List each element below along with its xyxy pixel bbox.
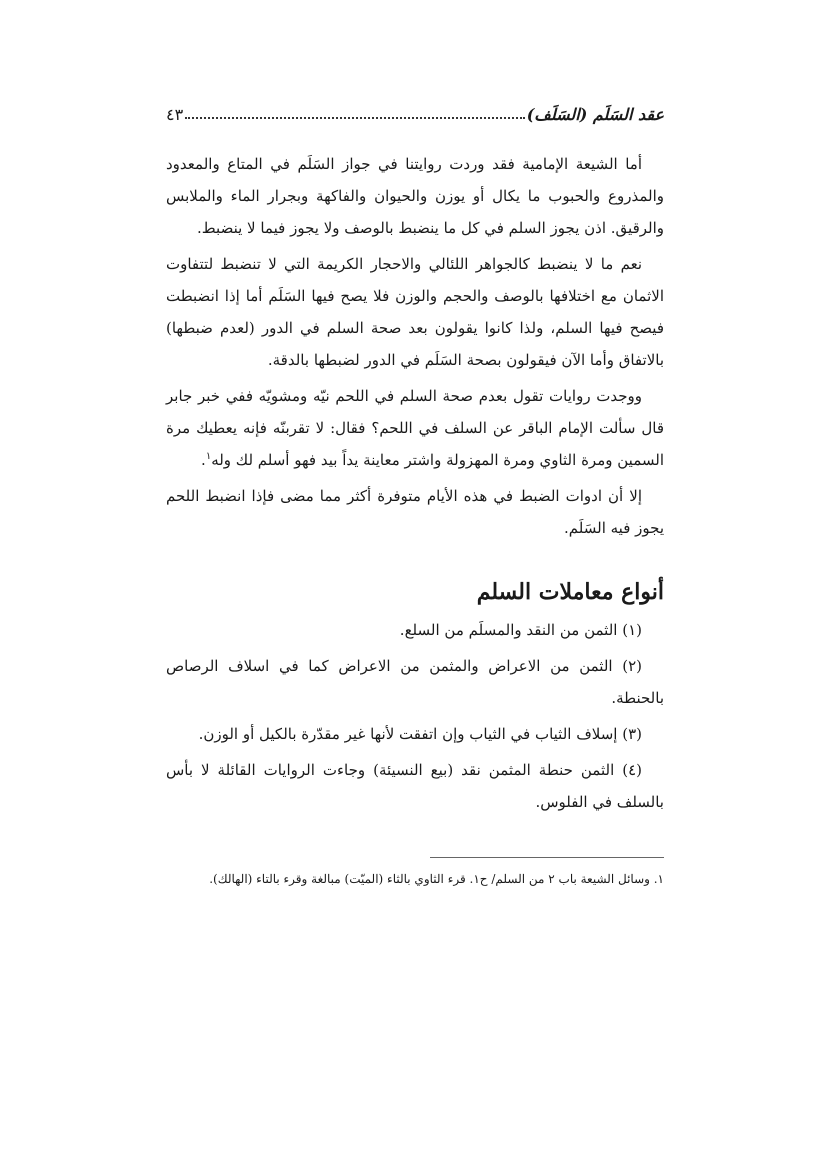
section-heading: أنواع معاملات السلم	[476, 579, 664, 605]
paragraph: أما الشيعة الإمامية فقد وردت روايتنا في جواز السَلَم في المتاع والمعدود والمذروع والحبوب ما يكال أو يوزن والحيوان والفاكهة وبجرار الماء والملابس والرقيق. اذن يجوز السلم في كل ما ينضبط بالوصف ولا يجوز فيما لا ينضبط.	[166, 155, 664, 237]
footnote-divider	[430, 857, 664, 858]
paragraph: إلا أن ادوات الضبط في هذه الأيام متوفرة أكثر مما مضى فإذا انضبط اللحم يجوز فيه السَلَم.	[166, 487, 664, 537]
paragraph	[166, 380, 664, 476]
footnote-marker: ١	[205, 451, 212, 462]
list-item: (١) الثمن من النقد والمسلَم من السلع.	[399, 621, 642, 639]
main-text	[166, 148, 664, 822]
paragraph-text: ووجدت روايات تقول بعدم صحة السلم في اللحم نيّه ومشويّه ففي خبر جابر قال سألت الإمام الباقر عن السلف في اللحم؟ فقال: لا تقربنّه فإنه يعطيك مرة السمين ومرة الثاوي ومرة المهزولة واشتر معاينة يداً بيد فهو أسلم لك وله	[166, 387, 664, 469]
page-header	[166, 92, 664, 124]
dotted-leader	[185, 117, 525, 119]
paragraph: نعم ما لا ينضبط كالجواهر اللئالي والاحجار الكريمة التي لا تنضبط لتتفاوت الاثمان مع اختلافها بالوصف والحجم والوزن فلا يصح فيها السَلَم أما إذا انضبطت فيصح فيها السلم، ولذا كانوا يقولون بعد صحة السلم في الدور (لعدم ضبطها) بالاتفاق وأما الآن فيقولون بصحة السَلَم في الدور لضبطها بالدقة.	[166, 255, 664, 369]
list-item: (٣) إسلاف الثياب في الثياب وإن اتفقت لأنها غير مقدّرة بالكيل أو الوزن.	[198, 725, 642, 743]
list-item: (٤) الثمن حنطة المثمن نقد (بيع النسيئة) وجاءت الروايات القائلة لا بأس بالسلف في الفلوس.	[166, 761, 664, 811]
running-title: عقد السَلَم (السَلَف)	[526, 105, 664, 124]
list-item: (٢) الثمن من الاعراض والمثمن من الاعراض كما في اسلاف الرصاص بالحنطة.	[166, 657, 664, 707]
page-number: ٤٣	[166, 105, 184, 124]
paragraph-end: .	[201, 451, 206, 469]
footnote: ١. وسائل الشيعة باب ٢ من السلم/ ح١. قرء الثاوي بالثاء (الميّت) مبالغة وقرء بالتاء (الهالك).	[209, 872, 664, 886]
